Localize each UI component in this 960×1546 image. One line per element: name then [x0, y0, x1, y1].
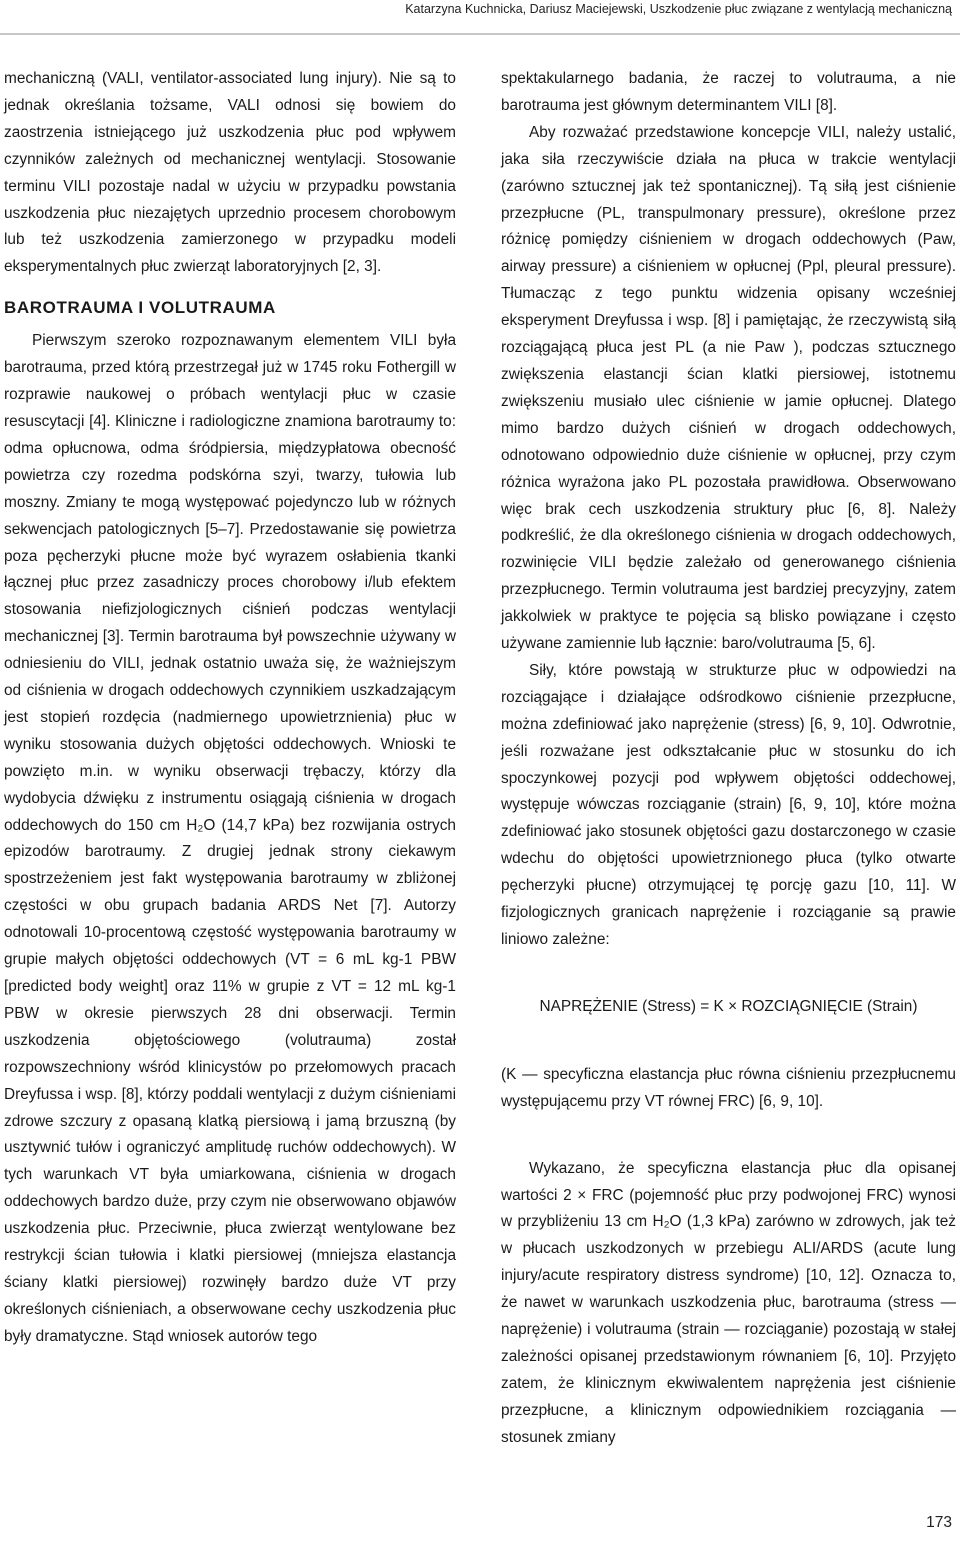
paragraph: mechaniczną (VALI, ventilator-associated lung injury). Nie są to jednak określania tożsame, VALI odnosi się bowiem do zaostrzenia istniejącego już uszkodzenia płuc pod wpływem czynników zależnych od mechanicznej wentylacji. Stosowanie terminu VILI pozostaje nadal w użyciu w przypadku powstania uszkodzenia płuc niezajętych uprzednio procesem chorobowym lub też uszkodzenia zamierzonego w przypadku modeli eksperymentalnych płuc zwierząt laboratoryjnych [2, 3]. [4, 70, 456, 276]
right-column [501, 66, 956, 1452]
paragraph: Wykazano, że specyficzna elastancja płuc dla opisanej wartości 2 × FRC (pojemność płuc przy podwojonej FRC) wynosi w przybliżeniu 13 cm H₂O (1,3 kPa) zarówno w zdrowych, jak też w płucach uszkodzonych w przebiegu ALI/ARDS (acute lung injury/acute respiratory distress syndrome) [10, 12]. Oznacza to, że nawet w warunkach uszkodzenia płuc, barotrauma (stress — naprężenie) i volutrauma (strain — rozciąganie) pozostają w stałej zależności opisanej przedstawionym równaniem [6, 10]. Przyjęto zatem, że klinicznym ekwiwalentem naprężenia jest ciśnienie przezpłucne, a klinicznym odpowiednikiem rozciągania — stosunek zmiany [501, 1159, 956, 1446]
header-rule [0, 33, 960, 35]
equation: NAPRĘŻENIE (Stress) = K × ROZCIĄGNIĘCIE (Strain) [539, 997, 918, 1015]
page-number: 173 [926, 1514, 952, 1531]
running-head: Katarzyna Kuchnicka, Dariusz Maciejewski, Uszkodzenie płuc związane z wentylacją mechaniczną [405, 2, 952, 16]
paragraph: (K — specyficzna elastancja płuc równa ciśnieniu przezpłucnemu występującemu przy VT równej FRC) [6, 9, 10]. [501, 1065, 956, 1110]
paragraph: Siły, które powstają w strukturze płuc w odpowiedzi na rozciągające i działające odśrodkowo ciśnienie przezpłucne, można zdefiniować jako naprężenie (stress) [6, 9, 10]. Odwrotnie, jeśli rozważane jest odkształcanie płuc w stosunku do ich spoczynkowej pozycji pod wpływem objętości oddechowej, występuje wówczas rozciąganie (strain) [6, 9, 10], które można zdefiniować jako stosunek objętości gazu dostarczonego w czasie wdechu do objętości upowietrznionego płuca (tylko otwarte pęcherzyki płucne) otrzymującej tę porcję gazu [10, 11]. W fizjologicznych granicach naprężenie i rozciąganie są prawie liniowo zależne: [501, 661, 956, 948]
paragraph: Pierwszym szeroko rozpoznawanym elementem VILI była barotrauma, przed którą przestrzegał już w 1745 roku Fothergill w rozprawie naukowej o próbach wentylacji płuc w czasie resuscytacji [4]. Kliniczne i radiologiczne znamiona barotraumy to: odma opłucnowa, odma śródpiersia, międzypłatowa obecność powietrza czy rozedma podskórna szyi, twarzy, tułowia lub moszny. Zmiany te mogą występować pojedynczo lub w różnych sekwencjach patologicznych [5–7]. Przedostawanie się powietrza poza pęcherzyki płucne może być wyrazem osłabienia tkanki łącznej płuc przez zasadniczy proces chorobowy i/lub efektem stosowania niefizjologicznych ciśnień podczas wentylacji mechanicznej [3]. Termin barotrauma był powszechnie używany w odniesieniu do VILI, jednak ostatnio uważa się, że ważniejszym od ciśnienia w drogach oddechowych czynnikiem uszkadzającym jest stopień rozdęcia (nadmiernego upowietrznienia) płuc w wyniku stosowania dużych objętości oddechowych. Wnioski te powzięto m.in. w wyniku obserwacji trębaczy, którzy dla wydobycia dźwięku z instrumentu osiągają ciśnienia w drogach oddechowych do 150 cm H₂O (14,7 kPa) bez rozwijania ostrych epizodów barotraumy. Z drugiej jednak strony ciekawym spostrzeżeniem jest fakt występowania barotraumy w zbliżonej częstości w obu grupach badania ARDS Net [7]. Autorzy odnotowali 10-procentową częstość występowania barotraumy w grupie małych objętości oddechowych (VT = 6 mL kg-1 PBW [predicted body weight] oraz 11% w grupie z VT = 12 mL kg-1 PBW w okresie pierwszych 28 dni obserwacji. Termin uszkodzenia objętościowego (volutrauma) został rozpowszechniony wśród klinicystów po przełomowych pracach Dreyfussa i wsp. [8], którzy poddali wentylacji z dużym ciśnieniami zdrowe szczury z opasaną klatką piersiową i jamą brzuszną (by usztywnić tułów i ograniczyć amplitudę ruchów oddechowych). W tych warunkach VT była umiarkowana, ciśnienia w drogach oddechowych bardzo duże, przy czym nie obserwowano objawów uszkodzenia płuc. Przeciwnie, płuca zwierząt wentylowane bez restrykcji ścian tułowia i klatki piersiowej (mniejsza elastancja ściany klatki piersiowej) rozwinęły bardzo duże VT przy określonych ciśnieniach, a obserwowane cechy uszkodzenia płuc były dramatyczne. Stąd wniosek autorów tego [4, 332, 456, 1345]
paragraph: Aby rozważać przedstawione koncepcje VILI, należy ustalić, jaka siła rzeczywiście działa na płuca w trakcie wentylacji (zarówno sztucznej jak też spontanicznej). Tą siłą jest ciśnienie przezpłucne (PL, transpulmonary pressure), określone przez różnicę pomiędzy ciśnieniem w drogach oddechowych (Paw, airway pressure) a ciśnieniem w opłucnej (Ppl, pleural pressure). Tłumacząc z tego punktu widzenia opisany wcześniej eksperyment Dreyfussa i wsp. [8] i pamiętając, że rzeczywistą siłą rozciągającą płuca jest PL (a nie Paw ), podczas sztucznego zwiększenia elastancji ścian klatki piersiowej, istotnemu zwiększeniu musiało ulec ciśnienie w jamie opłucnej. Dlatego mimo bardzo dużych ciśnień w drogach oddechowych, odnotowano odpowiednio duże ciśnienie w opłucnej, przy czym różnica wyrażona jako PL pozostała prawidłowa. Obserwowano więc brak cech uszkodzenia struktury płuc [6, 8]. Należy podkreślić, że dla określonego ciśnienia w drogach oddechowych, rozwinięcie VILI będzie zależało od generowanego ciśnienia przezpłucnego. Termin volutrauma jest bardziej precyzyjny, zatem jakkolwiek w praktyce te pojęcia są blisko powiązane i często używane zamiennie lub łącznie: baro/volutrauma [5, 6]. [501, 123, 956, 653]
section-heading: BAROTRAUMA I VOLUTRAUMA [4, 298, 276, 318]
paragraph: spektakularnego badania, że raczej to volutrauma, a nie barotrauma jest głównym determinantem VILI [8]. [501, 70, 956, 114]
left-column [4, 66, 456, 1351]
